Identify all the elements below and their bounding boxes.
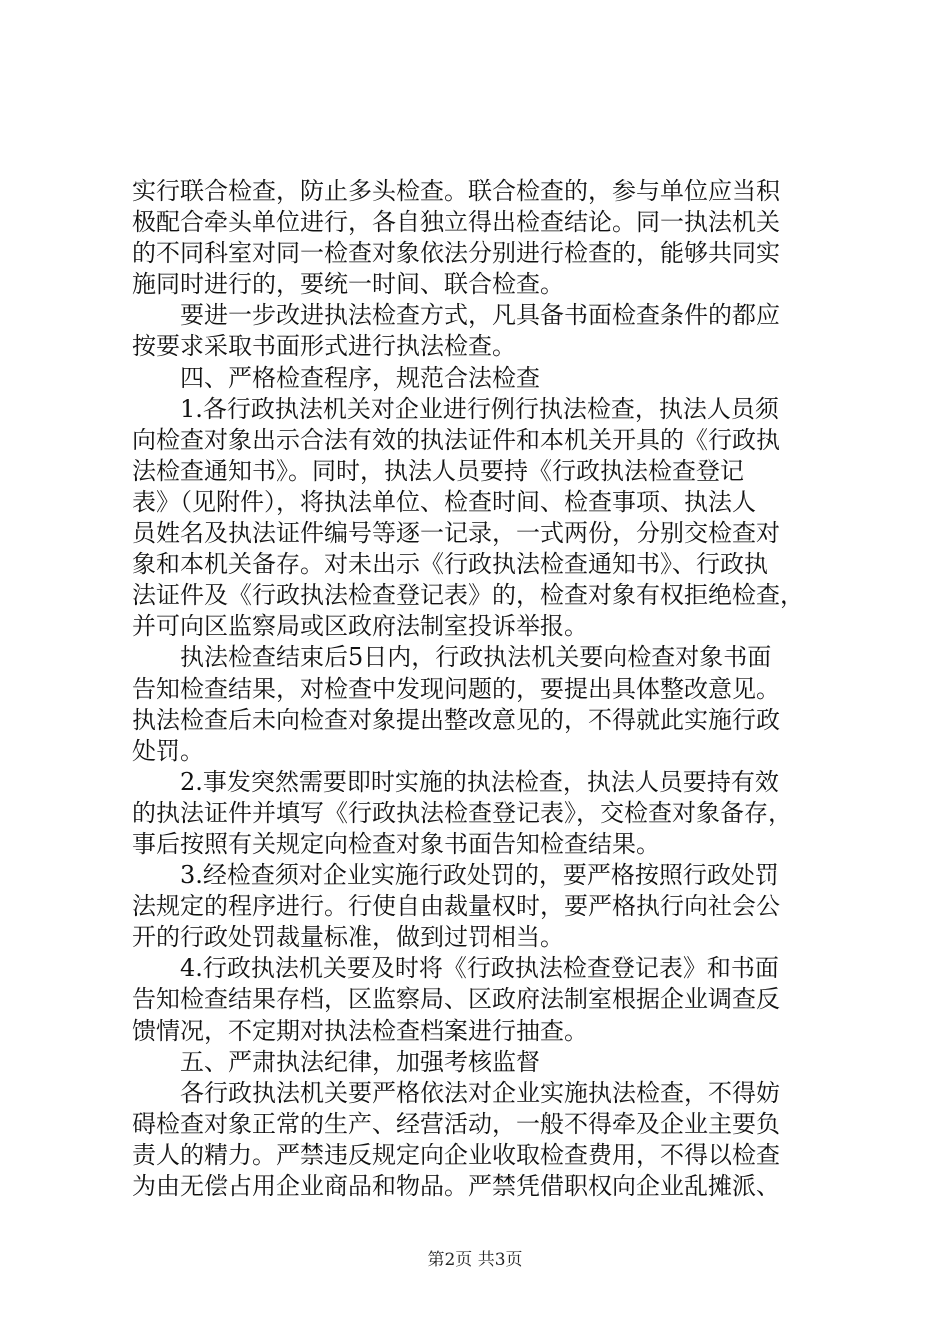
text-line: 执法检查结束后5日内，行政执法机关要向检查对象书面: [180, 643, 772, 672]
text-line: 馈情况，不定期对执法检查档案进行抽查。: [132, 1016, 588, 1045]
text-line: 开的行政处罚裁量标准，做到过罚相当。: [132, 923, 564, 952]
text-line: 按要求采取书面形式进行执法检查。: [132, 332, 516, 361]
text-line: 向检查对象出示合法有效的执法证件和本机关开具的《行政执: [132, 425, 780, 454]
text-line: 执法检查后未向检查对象提出整改意见的，不得就此实施行政: [132, 705, 780, 734]
text-line: 1.各行政执法机关对企业进行例行执法检查，执法人员须: [180, 394, 779, 423]
text-line: 事后按照有关规定向检查对象书面告知检查结果。: [132, 829, 660, 858]
text-line: 各行政执法机关要严格依法对企业实施执法检查，不得妨: [180, 1078, 780, 1107]
text-line: 责人的精力。严禁违反规定向企业收取检查费用，不得以检查: [132, 1140, 780, 1169]
text-line: 法规定的程序进行。行使自由裁量权时，要严格执行向社会公: [132, 892, 780, 921]
text-line: 四、严格检查程序，规范合法检查: [180, 363, 540, 392]
text-line: 处罚。: [132, 736, 204, 765]
text-line: 员姓名及执法证件编号等逐一记录，一式两份，分别交检查对: [132, 519, 780, 548]
text-line: 法证件及《行政执法检查登记表》的，检查对象有权拒绝检查，: [132, 581, 804, 610]
text-line: 五、严肃执法纪律，加强考核监督: [180, 1047, 540, 1076]
text-line: 告知检查结果，对检查中发现问题的，要提出具体整改意见。: [132, 674, 780, 703]
text-line: 表》（见附件），将执法单位、检查时间、检查事项、执法人: [132, 487, 756, 516]
text-line: 要进一步改进执法检查方式，凡具备书面检查条件的都应: [180, 301, 780, 330]
text-line: 象和本机关备存。对未出示《行政执法检查通知书》、行政执: [132, 550, 768, 579]
text-line: 告知检查结果存档，区监察局、区政府法制室根据企业调查反: [132, 985, 780, 1014]
text-line: 的不同科室对同一检查对象依法分别进行检查的，能够共同实: [132, 239, 780, 268]
text-line: 为由无偿占用企业商品和物品。严禁凭借职权向企业乱摊派、: [132, 1172, 780, 1200]
text-line: 2.事发突然需要即时实施的执法检查，执法人员要持有效: [180, 767, 779, 796]
text-line: 4.行政执法机关要及时将《行政执法检查登记表》和书面: [180, 954, 779, 983]
document-body: [132, 176, 832, 1202]
page-footer: 第2页 共3页: [427, 1250, 523, 1270]
text-line: 3.经检查须对企业实施行政处罚的，要严格按照行政处罚: [180, 861, 779, 890]
text-line: 实行联合检查，防止多头检查。联合检查的，参与单位应当积: [132, 177, 780, 205]
text-line: 的执法证件并填写《行政执法检查登记表》，交检查对象备存，: [132, 798, 792, 827]
text-line: 并可向区监察局或区政府法制室投诉举报。: [132, 612, 588, 641]
text-line: 极配合牵头单位进行，各自独立得出检查结论。同一执法机关: [132, 208, 780, 237]
text-line: 碍检查对象正常的生产、经营活动，一般不得牵及企业主要负: [132, 1109, 780, 1138]
text-line: 法检查通知书》。同时，执法人员要持《行政执法检查登记: [132, 456, 744, 485]
text-line: 施同时进行的，要统一时间、联合检查。: [132, 270, 564, 299]
